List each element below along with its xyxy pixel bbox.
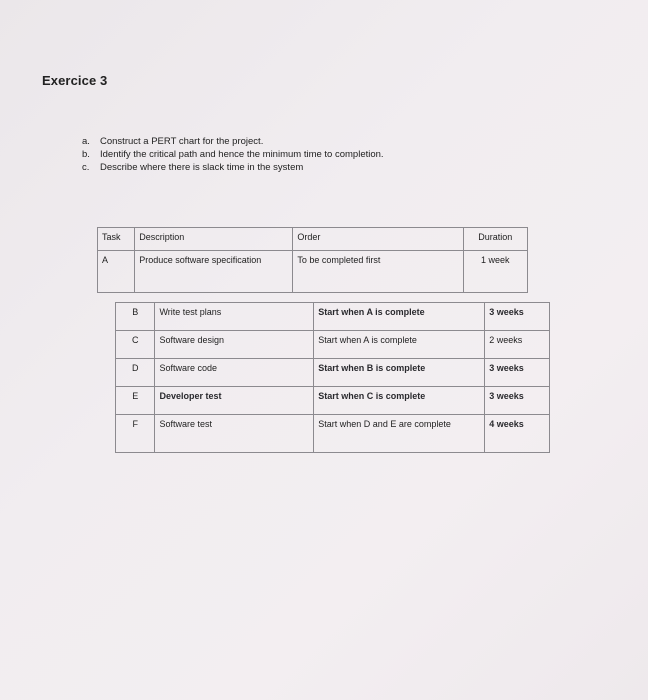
cell-duration: 3 weeks — [485, 387, 550, 415]
cell-task: C — [116, 331, 155, 359]
cell-task: D — [116, 359, 155, 387]
question-marker: b. — [82, 149, 90, 160]
cell-order: Start when C is complete — [314, 387, 485, 415]
question-marker: a. — [82, 136, 90, 147]
table-row — [116, 331, 550, 359]
cell-duration: 1 week — [463, 251, 527, 293]
cell-order: Start when B is complete — [314, 359, 485, 387]
cell-task: B — [116, 303, 155, 331]
question-item — [82, 135, 384, 148]
table-row — [116, 415, 550, 453]
cell-description: Write test plans — [155, 303, 314, 331]
cell-description: Software code — [155, 359, 314, 387]
table-row — [116, 359, 550, 387]
cell-description: Software design — [155, 331, 314, 359]
question-text: Construct a PERT chart for the project. — [100, 136, 264, 147]
task-table-body — [115, 302, 550, 453]
question-item — [82, 161, 384, 174]
task-table-header — [97, 227, 528, 293]
cell-description: Developer test — [155, 387, 314, 415]
header-duration: Duration — [463, 228, 527, 251]
cell-order: To be completed first — [293, 251, 463, 293]
cell-description: Software test — [155, 415, 314, 453]
cell-duration: 4 weeks — [485, 415, 550, 453]
question-item — [82, 148, 384, 161]
cell-order: Start when A is complete — [314, 331, 485, 359]
header-task: Task — [98, 228, 135, 251]
cell-duration: 2 weeks — [485, 331, 550, 359]
table-header-row — [98, 228, 528, 251]
cell-task: E — [116, 387, 155, 415]
exercise-title: Exercice 3 — [42, 73, 108, 88]
cell-duration: 3 weeks — [485, 359, 550, 387]
question-text: Identify the critical path and hence the minimum time to completion. — [100, 149, 384, 160]
question-marker: c. — [82, 162, 90, 173]
question-list — [82, 135, 384, 174]
cell-order: Start when D and E are complete — [314, 415, 485, 453]
cell-task: A — [98, 251, 135, 293]
cell-order: Start when A is complete — [314, 303, 485, 331]
table-row — [98, 251, 528, 293]
question-text: Describe where there is slack time in the system — [100, 162, 304, 173]
header-order: Order — [293, 228, 463, 251]
cell-task: F — [116, 415, 155, 453]
cell-duration: 3 weeks — [485, 303, 550, 331]
header-description: Description — [135, 228, 293, 251]
table-row — [116, 387, 550, 415]
table-row — [116, 303, 550, 331]
cell-description: Produce software specification — [135, 251, 293, 293]
